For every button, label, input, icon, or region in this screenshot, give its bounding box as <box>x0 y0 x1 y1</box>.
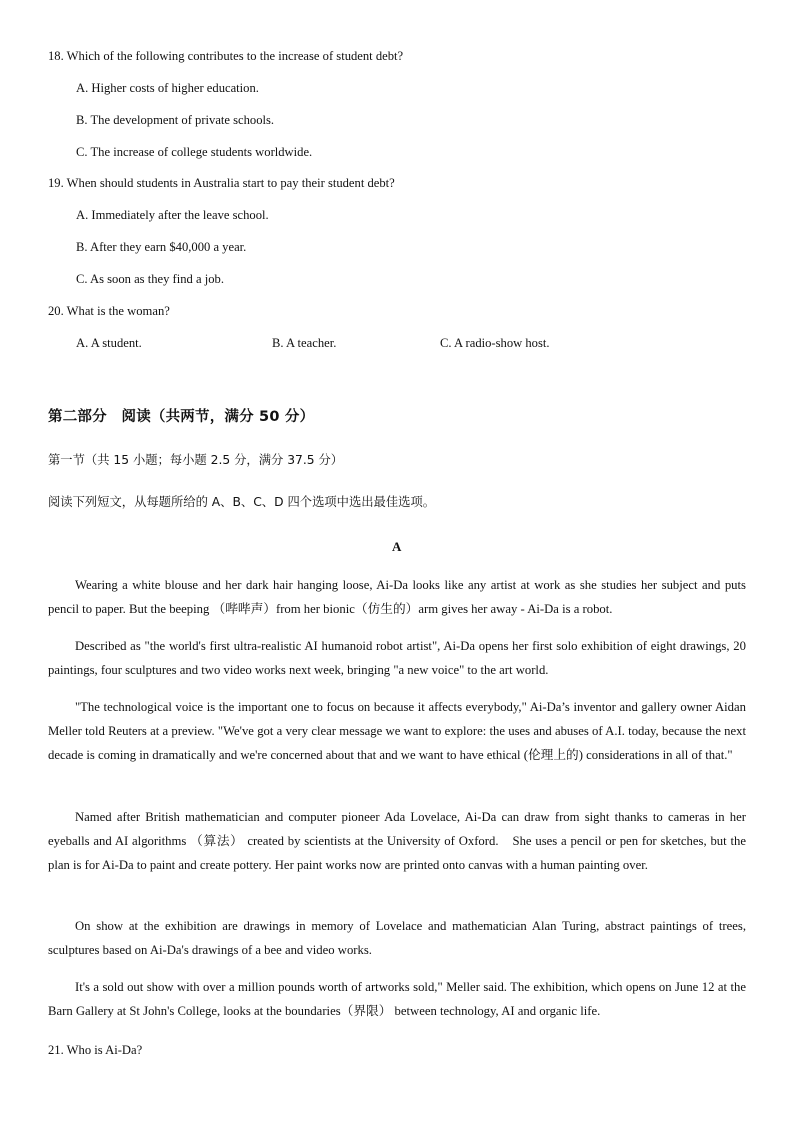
question-19-stem: 19. When should students in Australia start to pay their student debt? <box>48 176 395 190</box>
passage-paragraph-5: On show at the exhibition are drawings in memory of Lovelace and mathematician Alan Turing, abstract paintings of trees, sculptures based on Ai-Da's drawings of a bee and video works. <box>48 919 746 957</box>
passage-letter: A <box>392 539 402 554</box>
section-subtitle: 第一节（共 15 小题；每小题 2.5 分，满分 37.5 分） <box>48 453 344 467</box>
question-20-option-b: B. A teacher. <box>272 336 337 350</box>
section-instruction: 阅读下列短文，从每题所给的 A、B、C、D 四个选项中选出最佳选项。 <box>48 495 436 509</box>
passage-paragraph-4: Named after British mathematician and computer pioneer Ada Lovelace, Ai-Da can draw from sight thanks to cameras in her eyeballs and AI algorithms （算法） created by scientists at the University of Oxford. She uses a pencil or pen for sketches, but the plan is for Ai-Da to paint and create pottery. Her paint works now are printed onto canvas with a human painting over. <box>48 810 746 872</box>
question-18-option-c: C. The increase of college students worldwide. <box>76 145 313 159</box>
question-21-stem: 21. Who is Ai-Da? <box>48 1043 143 1057</box>
passage-paragraph-6: It's a sold out show with over a million pounds worth of artworks sold," Meller said. The exhibition, which opens on June 12 at the Barn Gallery at St John's College, looks at the boundaries（界限） between technology, AI and organic life. <box>48 980 746 1018</box>
passage-paragraph-1: Wearing a white blouse and her dark hair hanging loose, Ai-Da looks like any artist at work as she studies her subject and puts pencil to paper. But the beeping （哔哔声）from her bionic（仿生的）arm gives her away - Ai-Da is a robot. <box>48 578 746 616</box>
question-18-option-b: B. The development of private schools. <box>76 113 275 127</box>
question-20-option-c: C. A radio-show host. <box>440 336 550 350</box>
question-19-option-c: C. As soon as they find a job. <box>76 272 224 286</box>
question-18-stem: 18. Which of the following contributes to the increase of student debt? <box>48 49 404 63</box>
passage-paragraph-2: Described as "the world's first ultra-realistic AI humanoid robot artist", Ai-Da opens her first solo exhibition of eight drawings, 20 paintings, four sculptures and two video works next week, bringing "a new voice" to the art world. <box>48 639 746 677</box>
question-19-option-b: B. After they earn $40,000 a year. <box>76 240 247 254</box>
section-title: 第二部分 阅读（共两节，满分 50 分） <box>48 409 315 425</box>
passage-paragraph-3: "The technological voice is the important one to focus on because it affects everybody," Ai-Da’s inventor and gallery owner Aidan Meller told Reuters at a preview. "We've got a very clear message we want to explore: the uses and abuses of A.I. today, because the next decade is coming in dramatically and we're concerned about that and we want to have ethical (伦理上的) considerations in all of that." <box>48 700 746 762</box>
question-20-stem: 20. What is the woman? <box>48 304 170 318</box>
question-18-option-a: A. Higher costs of higher education. <box>76 81 259 95</box>
question-20-option-a: A. A student. <box>76 336 142 350</box>
question-19-option-a: A. Immediately after the leave school. <box>76 208 269 222</box>
